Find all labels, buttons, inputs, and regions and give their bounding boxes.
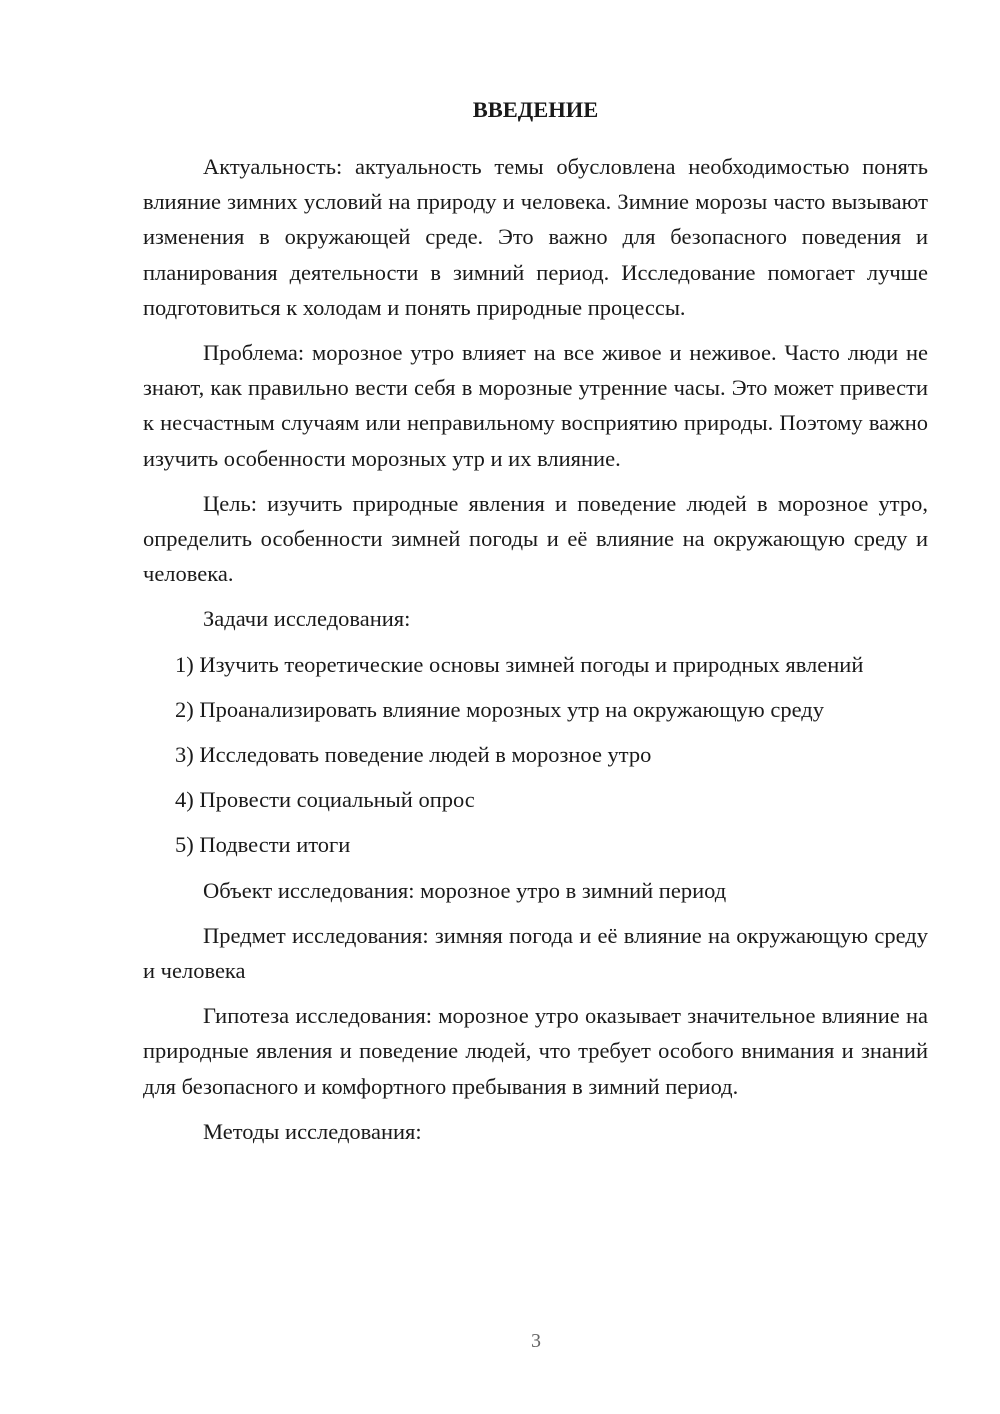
page-title: ВВЕДЕНИЕ: [472, 97, 599, 122]
paragraph-goal: Цель: изучить природные явления и поведение людей в морозное утро, определить особенности зимней погоды и её влияние на окружающую среду и человека.: [143, 490, 928, 587]
task-item-2: 2) Проанализировать влияние морозных утр на окружающую среду: [175, 696, 824, 722]
task-item-5: 5) Подвести итоги: [175, 832, 351, 858]
paragraph-problem: Проблема: морозное утро влияет на все живое и неживое. Часто люди не знают, как правильно вести себя в морозные утренние часы. Это может привести к несчастным случаям или неправильному восприятию природы. Поэтому важно изучить особенности морозных утр и их влияние.: [143, 340, 928, 471]
task-item-1: 1) Изучить теоретические основы зимней погоды и природных явлений: [175, 651, 864, 677]
tasks-heading: Задачи исследования:: [203, 606, 411, 632]
document-page: [143, 92, 928, 1159]
methods-heading: Методы исследования:: [203, 1118, 422, 1144]
task-item-3: 3) Исследовать поведение людей в морозное утро: [175, 742, 652, 768]
paragraph-relevance: Актуальность: актуальность темы обусловлена необходимостью понять влияние зимних условий на природу и человека. Зимние морозы часто вызывают изменения в окружающей среде. Это важно для безопасного поведения и планирования деятельности в зимний период. Исследование помогает лучше подготовиться к холодам и понять природные процессы.: [143, 154, 928, 320]
paragraph-subject: Предмет исследования: зимняя погода и её влияние на окружающую среду и человека: [143, 922, 928, 984]
paragraph-object: Объект исследования: морозное утро в зимний период: [203, 877, 727, 903]
task-item-4: 4) Провести социальный опрос: [175, 787, 475, 813]
paragraph-hypothesis: Гипотеза исследования: морозное утро оказывает значительное влияние на природные явления и поведение людей, что требует особого внимания и знаний для безопасного и комфортного пребывания в зимний период.: [143, 1003, 928, 1099]
page-number: 3: [531, 1330, 541, 1352]
